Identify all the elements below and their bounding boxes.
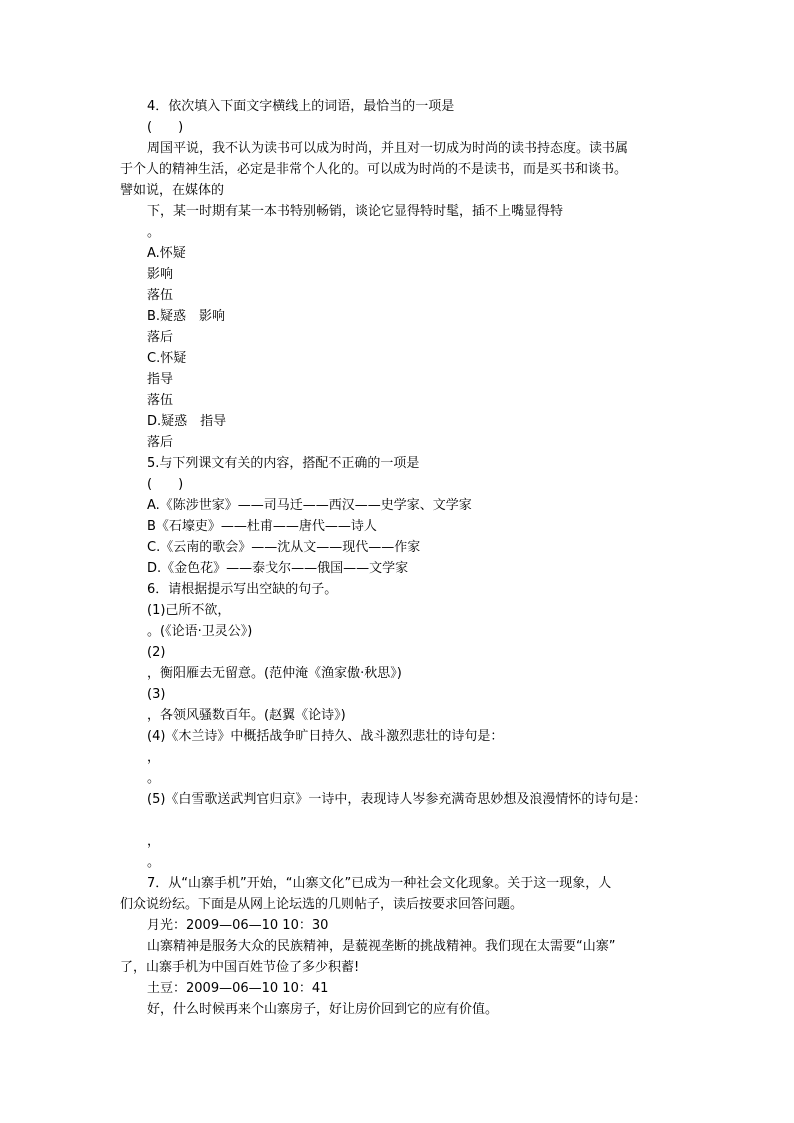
q4-passage-4: 下，某一时期有某一本书特别畅销，谈论它显得特时髦，插不上嘴显得特 [147, 204, 564, 219]
q5-option-d: D.《金色花》——泰戈尔——俄国——文学家 [147, 561, 409, 576]
q4-option-a-2: 影响 [147, 267, 174, 282]
q6-item-4-blank-1: ， [147, 750, 161, 765]
q4-option-d: D.疑惑 指导 [147, 414, 227, 429]
q7-stem-1: 7．从“山寨手机”开始，“山寨文化”已成为一种社会文化现象。关于这一现象，人 [147, 876, 612, 891]
q5-option-a: A.《陈涉世家》——司马迁——西汉——史学家、文学家 [147, 498, 472, 513]
q4-option-d-2: 落后 [147, 435, 174, 450]
q4-option-b: B.疑惑 影响 [147, 309, 226, 324]
q6-item-3-blank: ，各领风骚数百年。(赵翼《论诗》) [147, 708, 346, 723]
post-1-body-1: 山寨精神是服务大众的民族精神，是藐视垄断的挑战精神。我们现在太需要“山寨” [147, 939, 616, 954]
q5-option-b: B《石壕吏》——杜甫——唐代——诗人 [147, 519, 377, 534]
post-1-header: 月光：2009—06—10 10：30 [147, 918, 329, 933]
q5-stem: 5.与下列课文有关的内容，搭配不正确的一项是 [147, 456, 420, 471]
q4-option-a-3: 落伍 [147, 288, 174, 303]
q6-item-2: (2) [147, 645, 166, 660]
q4-passage-1: 周国平说，我不认为读书可以成为时尚，并且对一切成为时尚的读书持态度。读书属 [147, 141, 629, 156]
post-2-header: 土豆：2009—06—10 10：41 [147, 981, 329, 996]
q6-item-5: (5)《白雪歌送武判官归京》一诗中，表现诗人岑参充满奇思妙想及浪漫情怀的诗句是： [147, 792, 647, 807]
q4-passage-2: 于个人的精神生活，必定是非常个人化的。可以成为时尚的不是读书，而是买书和谈书。 [120, 162, 628, 177]
q6-item-5-blank-2: 。 [147, 855, 161, 870]
q6-item-4-blank-2: 。 [147, 771, 161, 786]
q4-option-b-2: 落后 [147, 330, 174, 345]
q4-passage-3: 譬如说，在媒体的 [120, 183, 225, 198]
q5-bracket: ( ) [147, 477, 184, 492]
q6-stem: 6．请根据提示写出空缺的句子。 [147, 582, 338, 597]
q6-item-2-blank: ，衡阳雁去无留意。(范仲淹《渔家傲·秋思》) [147, 666, 402, 681]
q4-option-a: A.怀疑 [147, 246, 186, 261]
q6-item-3: (3) [147, 687, 166, 702]
q4-bracket: ( ) [147, 120, 184, 135]
q4-passage-5: 。 [147, 225, 161, 240]
post-2-body: 好，什么时候再来个山寨房子，好让房价回到它的应有价值。 [147, 1002, 499, 1017]
post-1-body-2: 了，山寨手机为中国百姓节俭了多少积蓄! [120, 960, 360, 975]
q5-option-c: C.《云南的歌会》——沈从文——现代——作家 [147, 540, 421, 555]
q7-stem-2: 们众说纷纭。下面是从网上论坛选的几则帖子，读后按要求回答问题。 [120, 897, 524, 912]
q6-item-4: (4)《木兰诗》中概括战争旷日持久、战斗激烈悲壮的诗句是： [147, 729, 504, 744]
q6-item-5-blank-1: ， [147, 834, 161, 849]
q4-option-c: C.怀疑 [147, 351, 187, 366]
q4-option-c-2: 指导 [147, 372, 174, 387]
q4-option-c-3: 落伍 [147, 393, 174, 408]
q6-item-1: (1)己所不欲， [147, 603, 231, 618]
q6-item-1-blank: 。(《论语·卫灵公》) [147, 624, 253, 639]
q4-stem: 4．依次填入下面文字横线上的词语，最恰当的一项是 [147, 99, 455, 114]
